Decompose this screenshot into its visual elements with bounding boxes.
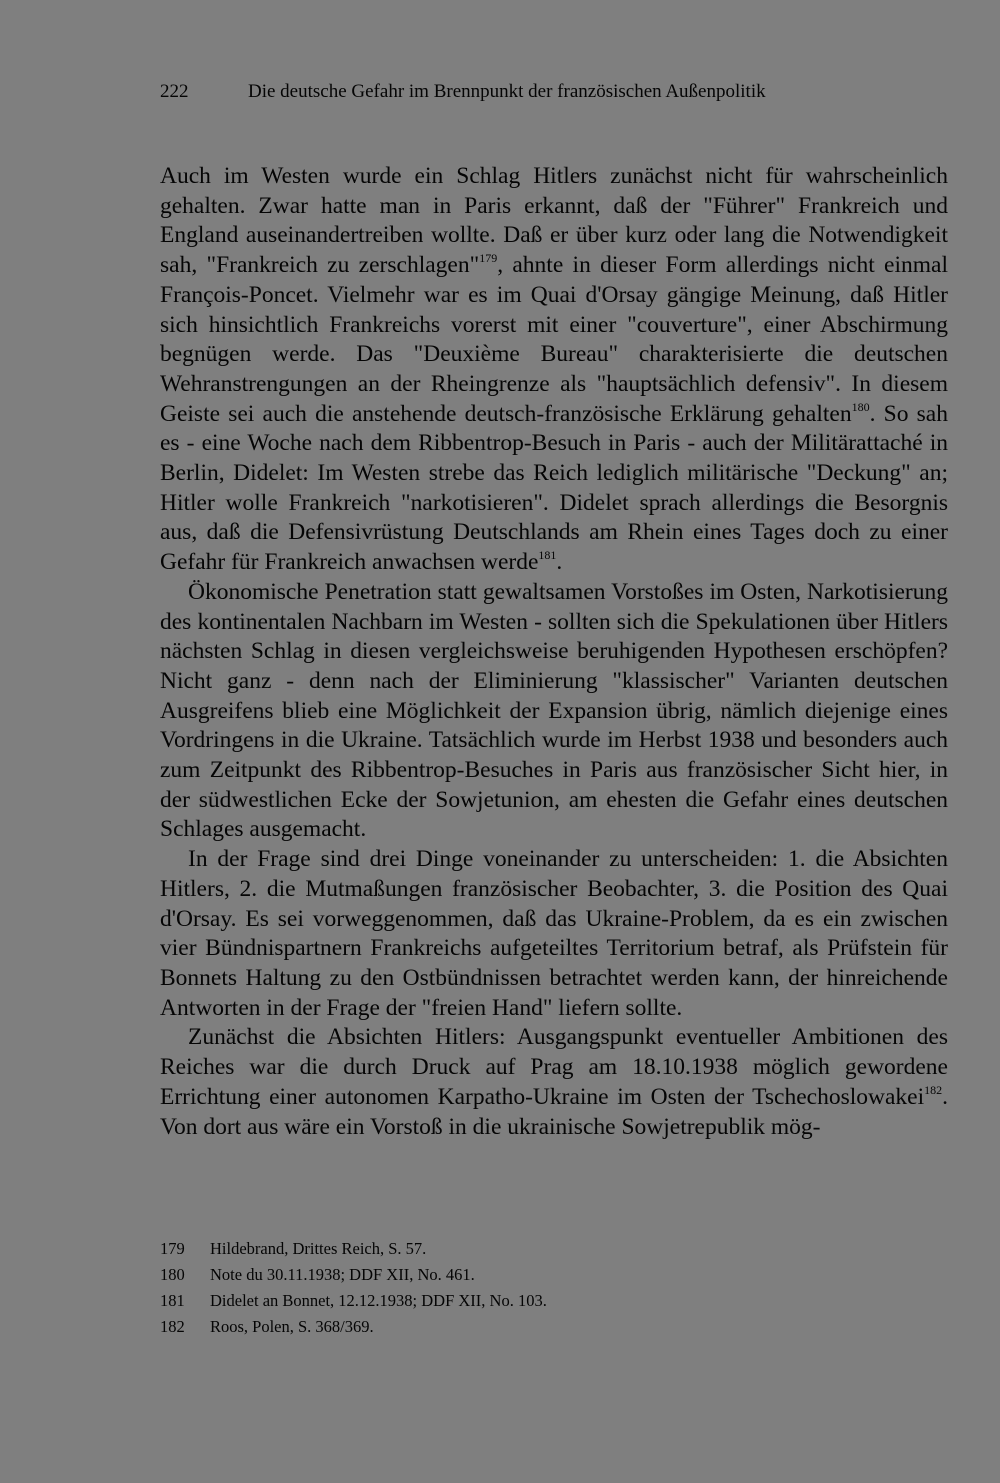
paragraph bbox=[160, 1023, 948, 1142]
body-text bbox=[160, 162, 948, 1142]
running-head bbox=[160, 80, 860, 104]
paragraph bbox=[160, 578, 948, 845]
footnote-number: 179 bbox=[160, 1239, 185, 1258]
footnote-ref: 181 bbox=[538, 548, 557, 563]
paragraph bbox=[160, 845, 948, 1023]
footnote-number: 181 bbox=[160, 1291, 185, 1310]
footnote bbox=[160, 1262, 860, 1288]
footnote-text: Hildebrand, Drittes Reich, S. 57. bbox=[210, 1239, 427, 1258]
paragraph-text: In der Frage sind drei Dinge voneinander zu unterscheiden: 1. die Absichten Hitlers, 2. die Mutmaßungen französischer Beobachter, 3. die Position des Quai d'Orsay. Es sei vorweggenommen, daß das Ukraine-Problem, da es ein zwischen vier Bündnispartnern Frankreichs aufgeteiltes Territorium betraf, als Prüfstein für Bonnets Haltung zu den Ostbündnissen betrachtet werden kann, der hinreichende Antworten in der Frage der "freien Hand" liefern sollte. bbox=[160, 846, 948, 1021]
paragraph-text: , ahnte in dieser Form allerdings nicht einmal François-Poncet. Vielmehr war es im Quai d'Orsay gängige Meinung, daß Hitler sich hinsichtlich Frankreichs vorerst mit einer "couverture", einer Abschirmung begnügen werde. Das "Deuxième Bureau" charakterisierte die deutschen Wehranstrengungen an der Rheingrenze als "hauptsächlich defensiv". In diesem Geiste sei auch die anstehende deutsch-französische Erklärung gehalten bbox=[160, 252, 949, 427]
footnote-ref: 182 bbox=[924, 1082, 943, 1097]
footnote-ref: 180 bbox=[851, 399, 870, 414]
footnote-text: Note du 30.11.1938; DDF XII, No. 461. bbox=[210, 1265, 475, 1284]
footnote-text: Roos, Polen, S. 368/369. bbox=[210, 1317, 374, 1336]
footnote-text: Didelet an Bonnet, 12.12.1938; DDF XII, No. 103. bbox=[210, 1291, 547, 1310]
footnote bbox=[160, 1288, 860, 1314]
footnote-ref: 179 bbox=[479, 251, 498, 266]
paragraph-text: . bbox=[556, 549, 563, 576]
paragraph-text: . So sah es - eine Woche nach dem Ribbentrop-Besuch in Paris - auch der Militärattaché in Berlin, Didelet: Im Westen strebe das Reich lediglich militärische "Deckung" an; Hitler wolle Frankreich "narkotisieren". Didelet sprach allerdings die Besorgnis aus, daß die Defensivrüstung Deutschlands am Rhein eines Tages doch zu einer Gefahr für Frankreich anwachsen werde bbox=[160, 400, 948, 576]
footnote bbox=[160, 1236, 860, 1262]
paragraph-text: . Von dort aus wäre ein Vorstoß in die ukrainische Sowjetrepublik mög- bbox=[160, 1083, 948, 1140]
page-number: 222 bbox=[160, 81, 189, 102]
paragraph bbox=[160, 162, 948, 578]
footnotes bbox=[160, 1236, 860, 1340]
running-title: Die deutsche Gefahr im Brennpunkt der französischen Außenpolitik bbox=[248, 81, 766, 102]
paragraph-text: Auch im Westen wurde ein Schlag Hitlers zunächst nicht für wahrscheinlich gehalten. Zwar hatte man in Paris erkannt, daß der "Führer" Frankreich und England auseinandertreiben wollte. Daß er über kurz oder lang die Notwendigkeit sah, "Frankreich zu zerschlagen" bbox=[160, 163, 948, 279]
footnote bbox=[160, 1314, 860, 1340]
paragraph-text: Zunächst die Absichten Hitlers: Ausgangspunkt eventueller Ambitionen des Reiches war die durch Druck auf Prag am 18.10.1938 möglich gewordene Errichtung einer autonomen Karpatho-Ukraine im Osten der Tschechoslowakei bbox=[160, 1024, 948, 1110]
footnote-number: 182 bbox=[160, 1317, 185, 1336]
footnote-number: 180 bbox=[160, 1265, 185, 1284]
paragraph-text: Ökonomische Penetration statt gewaltsamen Vorstoßes im Osten, Narkotisierung des kontinentalen Nachbarn im Westen - sollten sich die Spekulationen über Hitlers nächsten Schlag in diesen vergleichsweise beruhigenden Hypothesen erschöpfen? Nicht ganz - denn nach der Eliminierung "klassischer" Varianten deutschen Ausgreifens blieb eine Möglichkeit der Expansion übrig, nämlich diejenige eines Vordringens in die Ukraine. Tatsächlich wurde im Herbst 1938 und besonders auch zum Zeitpunkt des Ribbentrop-Besuches in Paris aus französischer Sicht hier, in der südwestlichen Ecke der Sowjetunion, am ehesten die Gefahr eines deutschen Schlages ausgemacht. bbox=[160, 578, 948, 843]
